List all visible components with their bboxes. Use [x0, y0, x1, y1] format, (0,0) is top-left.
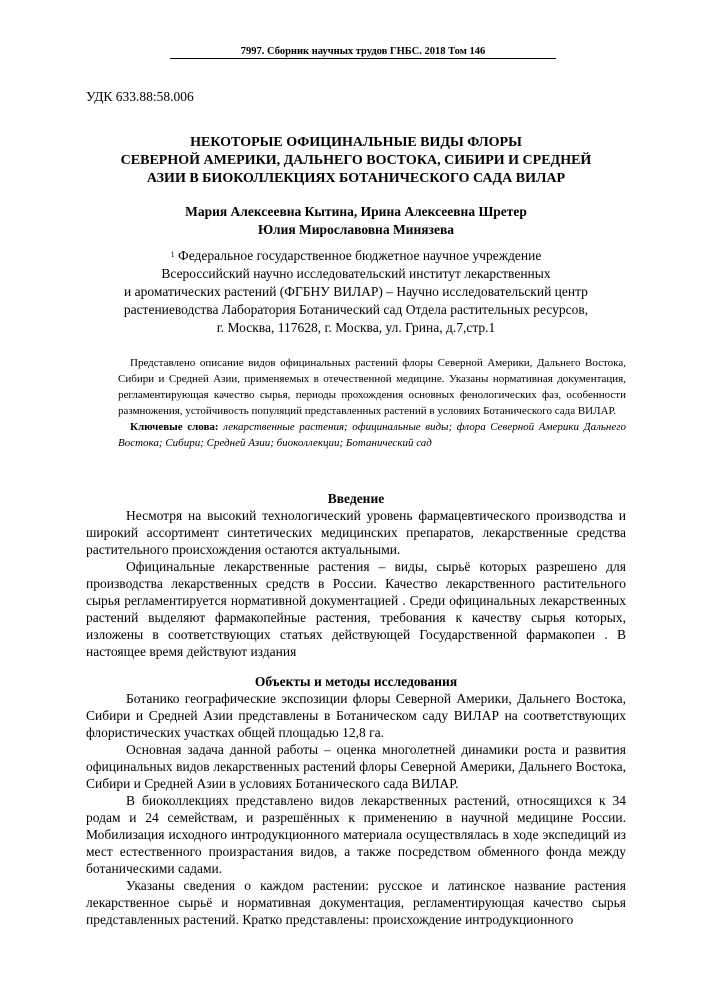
affiliation-line: и ароматических растений (ФГБНУ ВИЛАР) – Научно исследовательский центр	[124, 284, 588, 299]
abstract-text: Представлено описание видов официнальных растений флоры Северной Америки, Дальнего Востока, Сибири и Средней Азии, применяемых в отечественной медицине. Указаны нормативная документация, регламентирующая качество сырья, периоды прохождения основных фенологических фаз, особенности размножения, устойчивость популяций представленных растений в условиях Ботанического сада ВИЛАР.	[118, 357, 626, 417]
affiliation-line: Федеральное государственное бюджетное научное учреждение	[178, 248, 542, 263]
section-heading-intro: Введение	[327, 491, 385, 506]
paragraph: Несмотря на высокий технологический уровень фармацевтического производства и широкий ассортимент синтетических медицинских препаратов, лекарственные средства растительного происхождения остаются актуальными.	[86, 508, 626, 557]
affiliation-line: Всероссийский научно исследовательский институт лекарственных	[161, 266, 551, 281]
paragraph: Основная задача данной работы – оценка многолетней динамики роста и развития официнальных видов лекарственных растений флоры Северной Америки, Дальнего Востока, Сибири и Средней Азии в условиях Ботанического сада ВИЛАР.	[86, 742, 626, 791]
paragraph: Официнальные лекарственные растения – виды, сырьё которых разрешено для производства лекарственных средств в России. Качество лекарственного растительного сырья регламентируется нормативной документацией . Среди официнальных лекарственных растений выделяют фармакопейные растения, требования к качеству сырья которых, изложены в соответствующих статьях действующей Государственной фармакопеи . В настоящее время действуют издания	[86, 559, 626, 659]
abstract	[118, 355, 626, 451]
keywords-label: Ключевые слова:	[130, 421, 219, 433]
keywords	[118, 419, 626, 451]
running-head: 7997. Сборник научных трудов ГНБС. 2018 Том 146	[170, 46, 556, 59]
affiliation-line: растениеводства Лаборатория Ботанический сад Отдела растительных ресурсов,	[123, 302, 589, 317]
paragraph: Указаны сведения о каждом растении: русское и латинское название растения лекарственное сырьё и нормативная документация, регламентирующая качество сырья представленных растений. Кратко представлены: происхождение интродукционного	[86, 878, 626, 927]
affiliation-mark: 1	[170, 250, 175, 259]
section-heading-methods: Объекты и методы исследования	[254, 674, 458, 689]
authors-line: Мария Алексеевна Кытина, Ирина Алексеевна Шретер	[185, 204, 527, 219]
title-line: АЗИИ В БИОКОЛЛЕКЦИЯХ БОТАНИЧЕСКОГО САДА ВИЛАР	[146, 171, 566, 186]
title-line: НЕКОТОРЫЕ ОФИЦИНАЛЬНЫЕ ВИДЫ ФЛОРЫ	[190, 135, 522, 150]
title-line: СЕВЕРНОЙ АМЕРИКИ, ДАЛЬНЕГО ВОСТОКА, СИБИРИ И СРЕДНЕЙ	[120, 153, 592, 168]
affiliation-line: г. Москва, 117628, г. Москва, ул. Грина, д.7,стр.1	[216, 320, 496, 335]
keywords-list: лекарственные растения; официнальные виды; флора Северной Америки Дальнего Востока; Сибири; Средней Азии; биоколлекции; Ботанический сад	[118, 421, 627, 449]
affiliation	[86, 247, 626, 337]
paragraph: В биоколлекциях представлено видов лекарственных растений, относящихся к 34 родам и 24 семействам, и разрешённых к применению в научной медицине России. Мобилизация исходного интродукционного материала осуществлялась в ходе экспедиций из мест естественного произрастания видов, а также посредством обменного фонда между ботаническими садами.	[86, 793, 626, 876]
paragraph: Ботанико географические экспозиции флоры Северной Америки, Дальнего Востока, Сибири и Средней Азии представлены в Ботаническом саду ВИЛАР на соответствующих флористических участках общей площадью 12,8 га.	[86, 691, 626, 740]
paper-title	[86, 134, 626, 188]
authors	[86, 203, 626, 239]
body-text	[86, 490, 626, 928]
udk-code: УДК 633.88:58.006	[86, 89, 194, 104]
authors-line: Юлия Мирославовна Минязева	[257, 222, 454, 237]
